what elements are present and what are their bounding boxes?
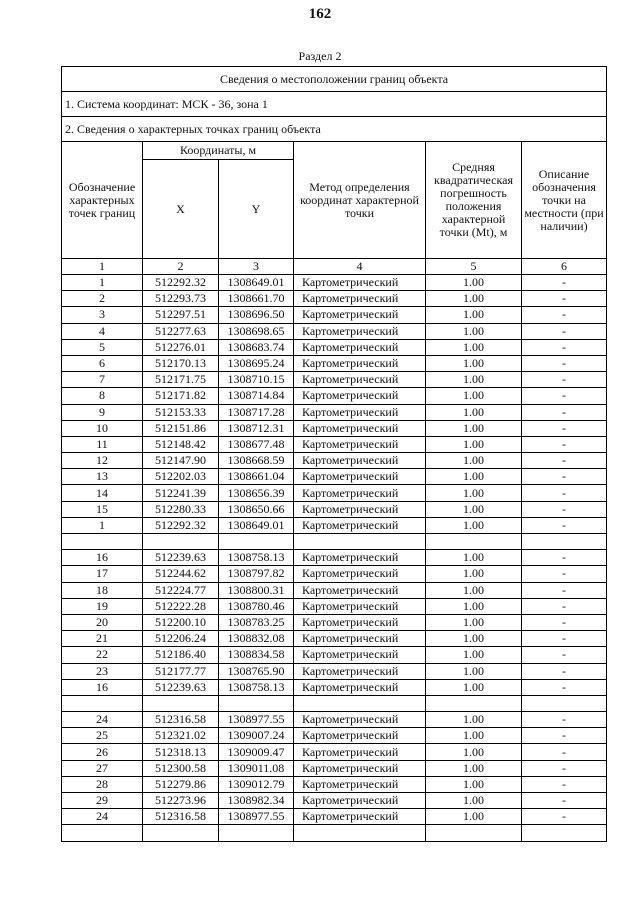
- method-cell: Картометрический: [294, 501, 426, 517]
- error-cell: 1.00: [426, 614, 522, 630]
- error-cell: 1.00: [426, 631, 522, 647]
- description-cell: -: [522, 760, 607, 776]
- point-number-cell: 2: [62, 291, 143, 307]
- column-number-row: [62, 259, 607, 275]
- y-coord-cell: 1308780.46: [219, 598, 294, 614]
- error-cell: 1.00: [426, 582, 522, 598]
- description-cell: -: [522, 420, 607, 436]
- method-cell: Картометрический: [294, 517, 426, 533]
- description-cell: -: [522, 275, 607, 291]
- y-coord-cell: 1308650.66: [219, 501, 294, 517]
- description-cell: -: [522, 291, 607, 307]
- error-cell: 1.00: [426, 355, 522, 371]
- point-number-cell: 13: [62, 469, 143, 485]
- header-x: X: [143, 160, 219, 259]
- error-cell: 1.00: [426, 420, 522, 436]
- method-cell: Картометрический: [294, 436, 426, 452]
- empty-cell: [294, 825, 426, 841]
- table-row: [62, 809, 607, 825]
- x-coord-cell: 512148.42: [143, 436, 219, 452]
- method-cell: Картометрический: [294, 420, 426, 436]
- point-number-cell: 1: [62, 517, 143, 533]
- empty-cell: [426, 825, 522, 841]
- description-cell: -: [522, 501, 607, 517]
- x-coord-cell: 512170.13: [143, 355, 219, 371]
- description-cell: -: [522, 809, 607, 825]
- header-y: Y: [219, 160, 294, 259]
- description-cell: -: [522, 728, 607, 744]
- table-row: [62, 614, 607, 630]
- point-number-cell: 12: [62, 453, 143, 469]
- method-cell: Картометрический: [294, 712, 426, 728]
- description-cell: -: [522, 550, 607, 566]
- point-number-cell: 22: [62, 647, 143, 663]
- x-coord-cell: 512147.90: [143, 453, 219, 469]
- x-coord-cell: 512153.33: [143, 404, 219, 420]
- table-title: Сведения о местоположении границ объекта: [62, 67, 607, 92]
- y-coord-cell: 1309007.24: [219, 728, 294, 744]
- empty-cell: [522, 825, 607, 841]
- x-coord-cell: 512280.33: [143, 501, 219, 517]
- x-coord-cell: 512186.40: [143, 647, 219, 663]
- table-row: [62, 582, 607, 598]
- table-row: [62, 339, 607, 355]
- method-cell: Картометрический: [294, 760, 426, 776]
- point-number-cell: 29: [62, 793, 143, 809]
- error-cell: 1.00: [426, 744, 522, 760]
- method-cell: Картометрический: [294, 469, 426, 485]
- empty-cell: [143, 825, 219, 841]
- table-row: [62, 550, 607, 566]
- method-cell: Картометрический: [294, 631, 426, 647]
- point-number-cell: 10: [62, 420, 143, 436]
- description-cell: -: [522, 307, 607, 323]
- y-coord-cell: 1308834.58: [219, 647, 294, 663]
- point-number-cell: 3: [62, 307, 143, 323]
- error-cell: 1.00: [426, 776, 522, 792]
- description-cell: -: [522, 598, 607, 614]
- description-cell: -: [522, 485, 607, 501]
- method-cell: Картометрический: [294, 339, 426, 355]
- x-coord-cell: 512273.96: [143, 793, 219, 809]
- method-cell: Картометрический: [294, 291, 426, 307]
- error-cell: 1.00: [426, 663, 522, 679]
- method-cell: Картометрический: [294, 355, 426, 371]
- method-cell: Картометрический: [294, 647, 426, 663]
- x-coord-cell: 512297.51: [143, 307, 219, 323]
- x-coord-cell: 512300.58: [143, 760, 219, 776]
- page-number: 162: [308, 6, 332, 22]
- point-number-cell: 19: [62, 598, 143, 614]
- description-cell: -: [522, 355, 607, 371]
- point-number-cell: 16: [62, 550, 143, 566]
- boundary-points-table: [61, 66, 607, 842]
- description-cell: -: [522, 663, 607, 679]
- table-row: [62, 307, 607, 323]
- table-row: [62, 631, 607, 647]
- blank-separator-row: [62, 825, 607, 841]
- empty-cell: [294, 695, 426, 711]
- y-coord-cell: 1308977.55: [219, 809, 294, 825]
- description-cell: -: [522, 453, 607, 469]
- error-cell: 1.00: [426, 275, 522, 291]
- error-cell: 1.00: [426, 679, 522, 695]
- x-coord-cell: 512276.01: [143, 339, 219, 355]
- y-coord-cell: 1308649.01: [219, 275, 294, 291]
- empty-cell: [522, 695, 607, 711]
- point-number-cell: 20: [62, 614, 143, 630]
- method-cell: Картометрический: [294, 744, 426, 760]
- y-coord-cell: 1308683.74: [219, 339, 294, 355]
- error-cell: 1.00: [426, 809, 522, 825]
- x-coord-cell: 512177.77: [143, 663, 219, 679]
- table-row: [62, 712, 607, 728]
- method-cell: Картометрический: [294, 453, 426, 469]
- point-number-cell: 26: [62, 744, 143, 760]
- table-row: [62, 776, 607, 792]
- empty-cell: [62, 695, 143, 711]
- y-coord-cell: 1308696.50: [219, 307, 294, 323]
- empty-cell: [294, 534, 426, 550]
- description-cell: -: [522, 712, 607, 728]
- method-cell: Картометрический: [294, 614, 426, 630]
- table-row: [62, 323, 607, 339]
- description-cell: -: [522, 388, 607, 404]
- error-cell: 1.00: [426, 598, 522, 614]
- table-row: [62, 404, 607, 420]
- method-cell: Картометрический: [294, 679, 426, 695]
- header-method: Метод определения координат характерной точки: [294, 142, 426, 259]
- method-cell: Картометрический: [294, 485, 426, 501]
- x-coord-cell: 512277.63: [143, 323, 219, 339]
- x-coord-cell: 512244.62: [143, 566, 219, 582]
- error-cell: 1.00: [426, 372, 522, 388]
- method-cell: Картометрический: [294, 372, 426, 388]
- error-cell: 1.00: [426, 566, 522, 582]
- method-cell: Картометрический: [294, 275, 426, 291]
- error-cell: 1.00: [426, 436, 522, 452]
- method-cell: Картометрический: [294, 598, 426, 614]
- description-cell: -: [522, 339, 607, 355]
- method-cell: Картометрический: [294, 550, 426, 566]
- y-coord-cell: 1308661.04: [219, 469, 294, 485]
- point-number-cell: 1: [62, 275, 143, 291]
- point-number-cell: 17: [62, 566, 143, 582]
- table-row: [62, 291, 607, 307]
- error-cell: 1.00: [426, 517, 522, 533]
- point-number-cell: 23: [62, 663, 143, 679]
- y-coord-cell: 1308649.01: [219, 517, 294, 533]
- point-number-cell: 7: [62, 372, 143, 388]
- description-cell: -: [522, 744, 607, 760]
- error-cell: 1.00: [426, 760, 522, 776]
- x-coord-cell: 512224.77: [143, 582, 219, 598]
- point-number-cell: 27: [62, 760, 143, 776]
- blank-separator-row: [62, 695, 607, 711]
- y-coord-cell: 1309009.47: [219, 744, 294, 760]
- y-coord-cell: 1308982.34: [219, 793, 294, 809]
- y-coord-cell: 1308677.48: [219, 436, 294, 452]
- y-coord-cell: 1308712.31: [219, 420, 294, 436]
- error-cell: 1.00: [426, 388, 522, 404]
- point-number-cell: 15: [62, 501, 143, 517]
- empty-cell: [219, 534, 294, 550]
- description-cell: -: [522, 776, 607, 792]
- column-number: 2: [143, 259, 219, 275]
- description-cell: -: [522, 436, 607, 452]
- table-row: [62, 517, 607, 533]
- y-coord-cell: 1308758.13: [219, 550, 294, 566]
- description-cell: -: [522, 582, 607, 598]
- y-coord-cell: 1308800.31: [219, 582, 294, 598]
- description-cell: -: [522, 566, 607, 582]
- table-row: [62, 728, 607, 744]
- description-cell: -: [522, 679, 607, 695]
- point-number-cell: 9: [62, 404, 143, 420]
- table-row: [62, 436, 607, 452]
- description-cell: -: [522, 517, 607, 533]
- method-cell: Картометрический: [294, 323, 426, 339]
- error-cell: 1.00: [426, 647, 522, 663]
- header-designation: Обозначение характерных точек границ: [62, 142, 143, 259]
- description-cell: -: [522, 404, 607, 420]
- error-cell: 1.00: [426, 485, 522, 501]
- empty-cell: [143, 534, 219, 550]
- y-coord-cell: 1308710.15: [219, 372, 294, 388]
- points-heading: 2. Сведения о характерных точках границ объекта: [62, 117, 607, 142]
- error-cell: 1.00: [426, 404, 522, 420]
- x-coord-cell: 512321.02: [143, 728, 219, 744]
- method-cell: Картометрический: [294, 388, 426, 404]
- error-cell: 1.00: [426, 728, 522, 744]
- table-row: [62, 453, 607, 469]
- y-coord-cell: 1308758.13: [219, 679, 294, 695]
- method-cell: Картометрический: [294, 307, 426, 323]
- empty-cell: [219, 825, 294, 841]
- y-coord-cell: 1308668.59: [219, 453, 294, 469]
- table-row: [62, 760, 607, 776]
- header-coords: Координаты, м: [143, 142, 294, 160]
- column-number: 3: [219, 259, 294, 275]
- table-row: [62, 663, 607, 679]
- method-cell: Картометрический: [294, 809, 426, 825]
- error-cell: 1.00: [426, 793, 522, 809]
- x-coord-cell: 512279.86: [143, 776, 219, 792]
- point-number-cell: 25: [62, 728, 143, 744]
- empty-cell: [143, 695, 219, 711]
- coord-system-row: [62, 92, 607, 117]
- method-cell: Картометрический: [294, 776, 426, 792]
- x-coord-cell: 512292.32: [143, 275, 219, 291]
- column-number: 1: [62, 259, 143, 275]
- point-number-cell: 18: [62, 582, 143, 598]
- y-coord-cell: 1308717.28: [219, 404, 294, 420]
- method-cell: Картометрический: [294, 728, 426, 744]
- table-row: [62, 355, 607, 371]
- x-coord-cell: 512239.63: [143, 679, 219, 695]
- error-cell: 1.00: [426, 712, 522, 728]
- method-cell: Картометрический: [294, 793, 426, 809]
- error-cell: 1.00: [426, 550, 522, 566]
- y-coord-cell: 1308661.70: [219, 291, 294, 307]
- y-coord-cell: 1308765.90: [219, 663, 294, 679]
- description-cell: -: [522, 631, 607, 647]
- column-number: 5: [426, 259, 522, 275]
- point-number-cell: 6: [62, 355, 143, 371]
- empty-cell: [62, 825, 143, 841]
- point-number-cell: 4: [62, 323, 143, 339]
- error-cell: 1.00: [426, 469, 522, 485]
- blank-separator-row: [62, 534, 607, 550]
- point-number-cell: 24: [62, 712, 143, 728]
- table-row: [62, 420, 607, 436]
- point-number-cell: 11: [62, 436, 143, 452]
- points-heading-row: [62, 117, 607, 142]
- error-cell: 1.00: [426, 453, 522, 469]
- description-cell: -: [522, 323, 607, 339]
- empty-cell: [426, 695, 522, 711]
- y-coord-cell: 1309011.08: [219, 760, 294, 776]
- x-coord-cell: 512202.03: [143, 469, 219, 485]
- point-number-cell: 24: [62, 809, 143, 825]
- column-number: 6: [522, 259, 607, 275]
- y-coord-cell: 1308698.65: [219, 323, 294, 339]
- method-cell: Картометрический: [294, 404, 426, 420]
- method-cell: Картометрический: [294, 566, 426, 582]
- table-row: [62, 388, 607, 404]
- x-coord-cell: 512200.10: [143, 614, 219, 630]
- point-number-cell: 14: [62, 485, 143, 501]
- header-description: Описание обозначения точки на местности (при наличии): [522, 142, 607, 259]
- x-coord-cell: 512293.73: [143, 291, 219, 307]
- method-cell: Картометрический: [294, 663, 426, 679]
- table-row: [62, 647, 607, 663]
- x-coord-cell: 512292.32: [143, 517, 219, 533]
- table-row: [62, 793, 607, 809]
- error-cell: 1.00: [426, 323, 522, 339]
- y-coord-cell: 1308832.08: [219, 631, 294, 647]
- title-row: [62, 67, 607, 92]
- x-coord-cell: 512316.58: [143, 809, 219, 825]
- y-coord-cell: 1308977.55: [219, 712, 294, 728]
- column-number: 4: [294, 259, 426, 275]
- table-row: [62, 679, 607, 695]
- x-coord-cell: 512171.82: [143, 388, 219, 404]
- error-cell: 1.00: [426, 339, 522, 355]
- error-cell: 1.00: [426, 307, 522, 323]
- y-coord-cell: 1308783.25: [219, 614, 294, 630]
- description-cell: -: [522, 647, 607, 663]
- empty-cell: [219, 695, 294, 711]
- header-error: Средняя квадратическая погрешность положения характерной точки (Mt), м: [426, 142, 522, 259]
- point-number-cell: 8: [62, 388, 143, 404]
- header-row: [62, 142, 607, 160]
- x-coord-cell: 512222.28: [143, 598, 219, 614]
- x-coord-cell: 512316.58: [143, 712, 219, 728]
- description-cell: -: [522, 372, 607, 388]
- empty-cell: [62, 534, 143, 550]
- description-cell: -: [522, 469, 607, 485]
- table-row: [62, 598, 607, 614]
- section-label: Раздел 2: [298, 49, 342, 63]
- point-number-cell: 16: [62, 679, 143, 695]
- method-cell: Картометрический: [294, 582, 426, 598]
- y-coord-cell: 1308656.39: [219, 485, 294, 501]
- error-cell: 1.00: [426, 501, 522, 517]
- point-number-cell: 21: [62, 631, 143, 647]
- y-coord-cell: 1309012.79: [219, 776, 294, 792]
- coord-system: 1. Система координат: МСК - 36, зона 1: [62, 92, 607, 117]
- table-row: [62, 372, 607, 388]
- table-row: [62, 566, 607, 582]
- description-cell: -: [522, 614, 607, 630]
- x-coord-cell: 512171.75: [143, 372, 219, 388]
- table-row: [62, 275, 607, 291]
- x-coord-cell: 512151.86: [143, 420, 219, 436]
- y-coord-cell: 1308714.84: [219, 388, 294, 404]
- table-row: [62, 469, 607, 485]
- table-row: [62, 501, 607, 517]
- empty-cell: [522, 534, 607, 550]
- error-cell: 1.00: [426, 291, 522, 307]
- x-coord-cell: 512241.39: [143, 485, 219, 501]
- point-number-cell: 5: [62, 339, 143, 355]
- description-cell: -: [522, 793, 607, 809]
- table-row: [62, 485, 607, 501]
- empty-cell: [426, 534, 522, 550]
- x-coord-cell: 512318.13: [143, 744, 219, 760]
- x-coord-cell: 512239.63: [143, 550, 219, 566]
- x-coord-cell: 512206.24: [143, 631, 219, 647]
- y-coord-cell: 1308695.24: [219, 355, 294, 371]
- y-coord-cell: 1308797.82: [219, 566, 294, 582]
- point-number-cell: 28: [62, 776, 143, 792]
- table-row: [62, 744, 607, 760]
